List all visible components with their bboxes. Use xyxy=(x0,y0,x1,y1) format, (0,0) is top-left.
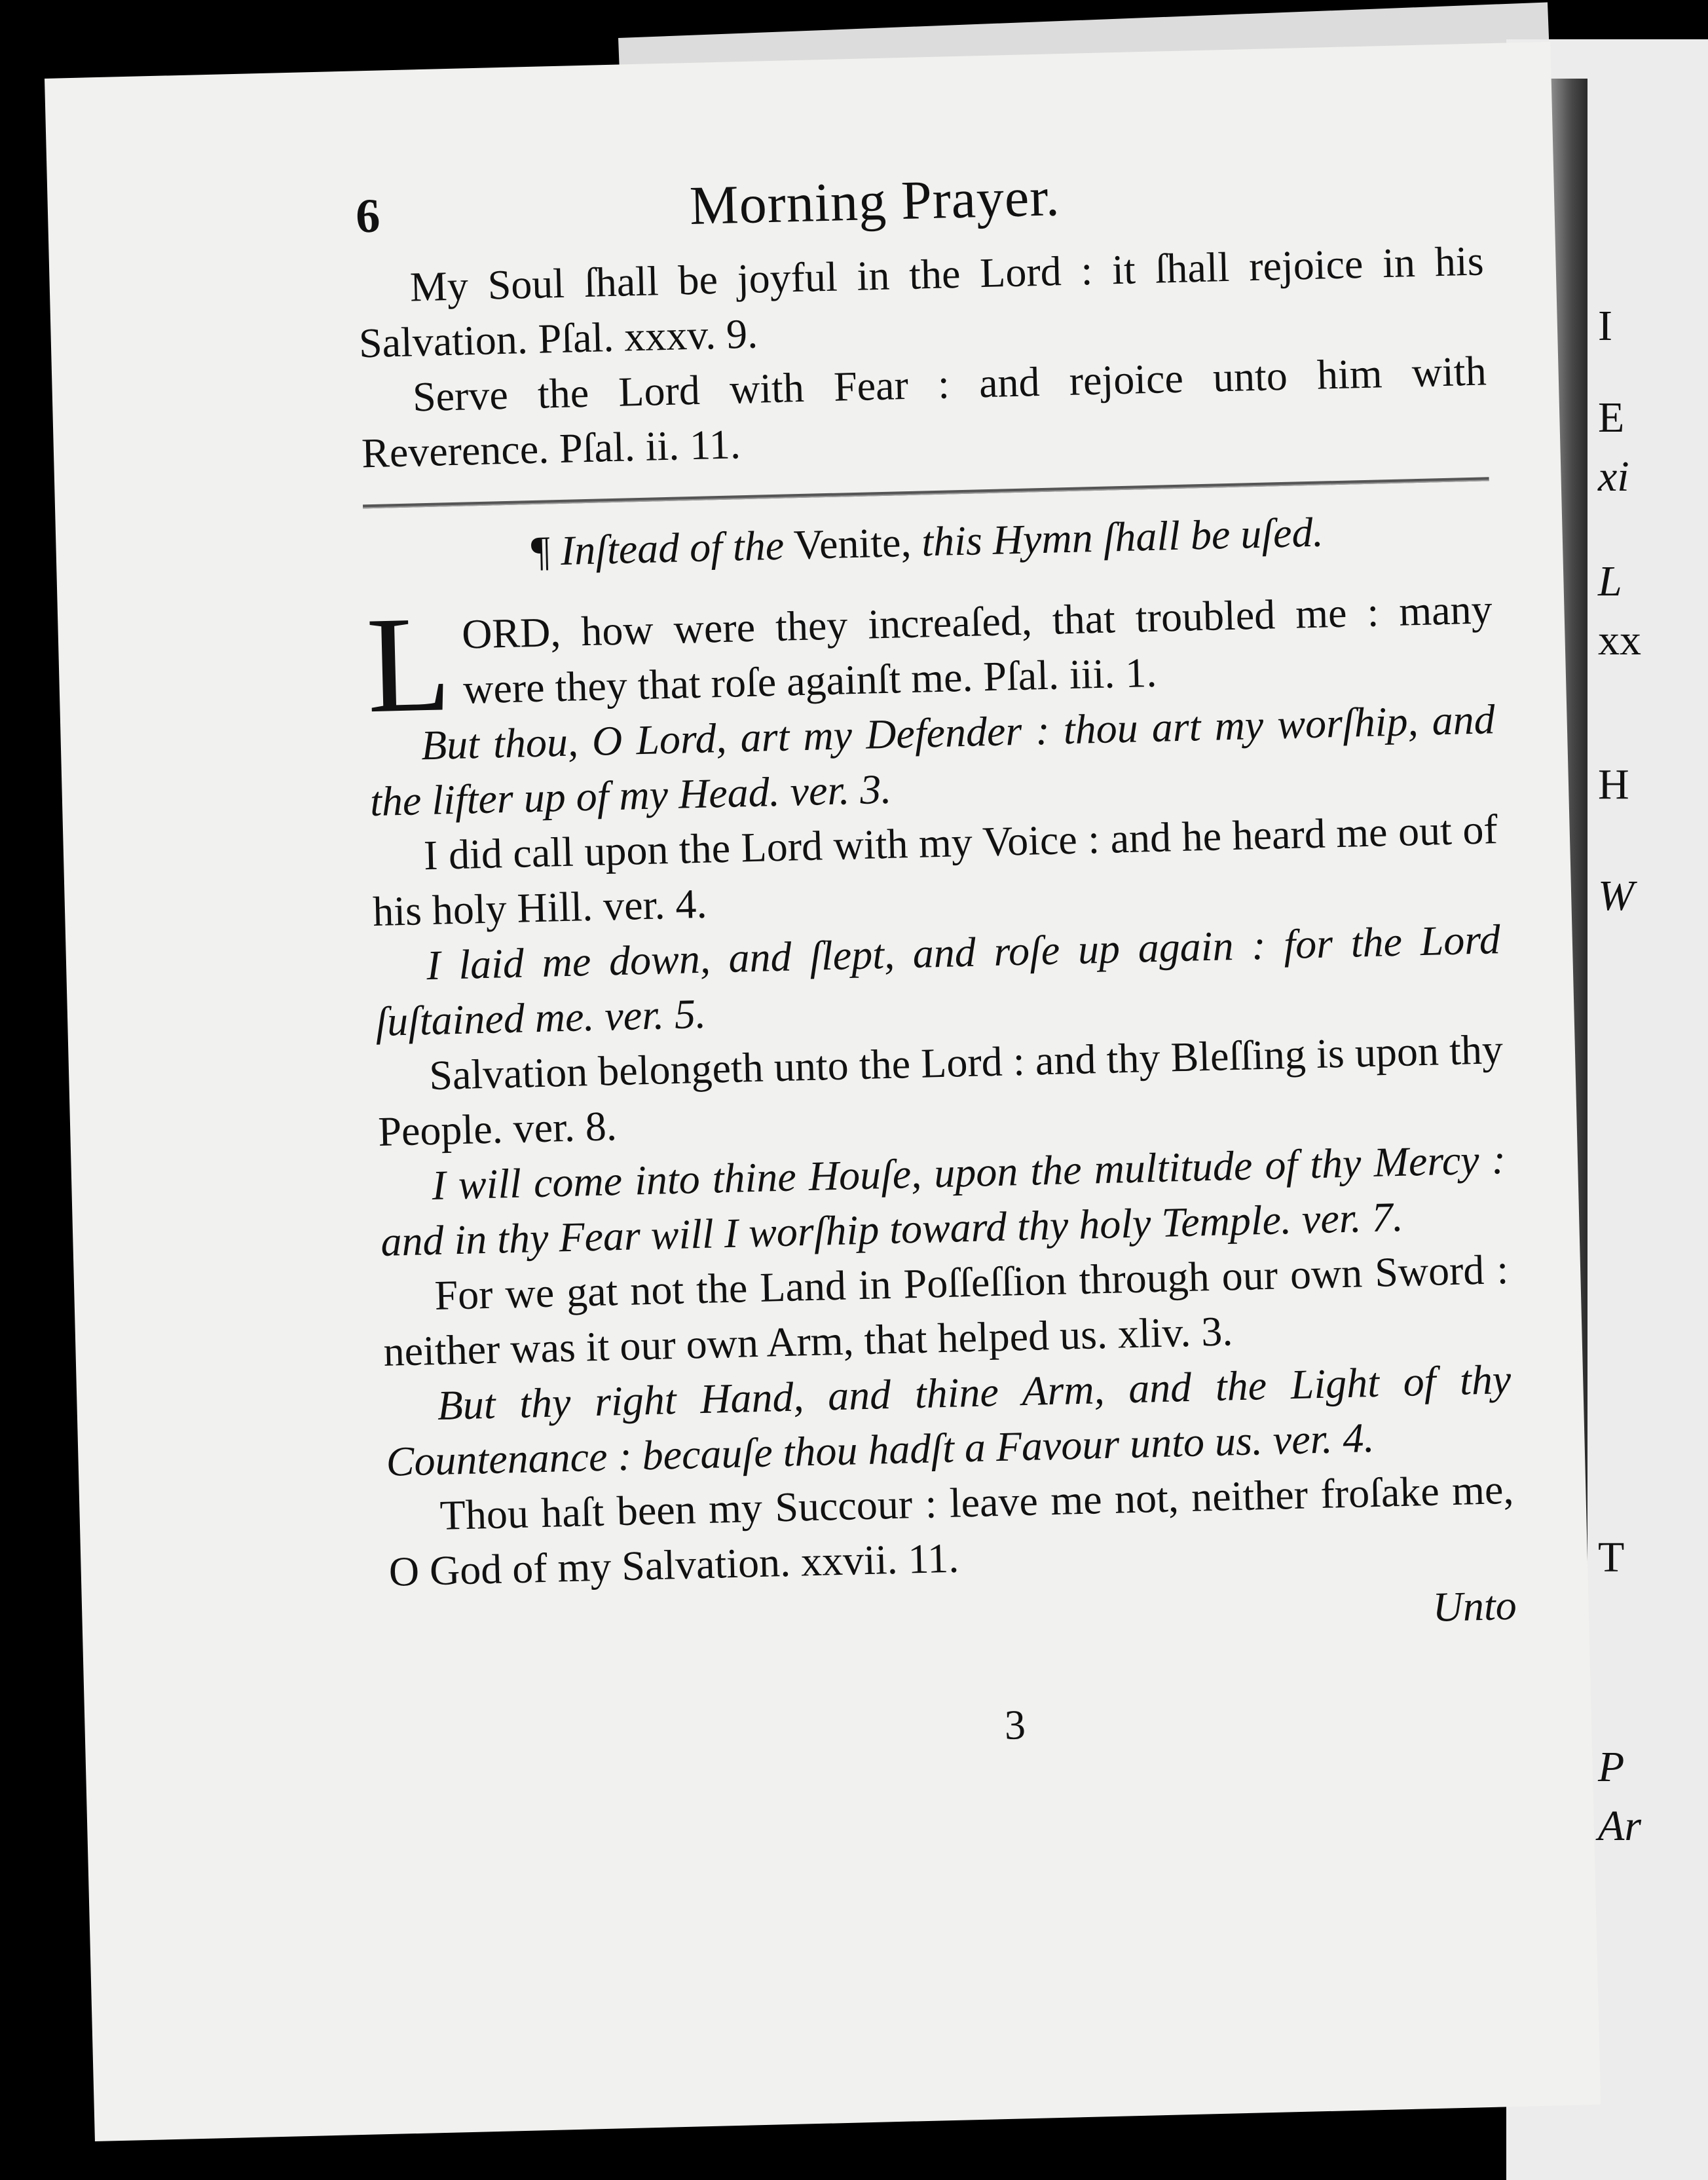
facing-page-fragment: xi xyxy=(1598,453,1629,500)
facing-page-fragment: P xyxy=(1598,1743,1625,1791)
running-title: Morning Prayer. xyxy=(688,166,1061,236)
facing-page-fragment: L xyxy=(1598,557,1622,605)
book-page xyxy=(45,42,1601,2141)
facing-page-fragment: I xyxy=(1598,302,1612,350)
facing-page-fragment: W xyxy=(1598,872,1634,920)
hymn-verse: But thy right Hand, and thine Arm, and the Light of thy Countenance : becauſe thou hadſt a Favour unto us. ver. 4. xyxy=(385,1355,1512,1485)
opening-sentence: Serve the Lord with Fear : and rejoice unto him with Reverence. Pſal. ii. 11. xyxy=(361,347,1487,477)
rubric-text: this Hymn ſhall be uſed. xyxy=(921,508,1324,565)
hymn-verse: Salvation belongeth unto the Lord : and thy Bleſſing is upon thy People. ver. 8. xyxy=(377,1026,1504,1156)
hymn-verses xyxy=(368,692,1515,1600)
verse-text: ORD, how were they increaſed, that troubled me : many were they that roſe againſt me. Pſal. iii. 1. xyxy=(461,586,1493,713)
hymn-verse: I will come into thine Houſe, upon the multitude of thy Mercy : and in thy Fear will I worſhip toward thy holy Temple. ver. 7. xyxy=(380,1135,1506,1265)
catchword: Unto xyxy=(1432,1581,1517,1630)
hymn-verse: But thou, O Lord, art my Defender : thou art my worſhip, and the lifter up of my Head. ver. 3. xyxy=(369,696,1496,825)
hymn-verse: For we gat not the Land in Poſſeſſion through our own Sword : neither was it our own Arm, that helped us. xliv. 3. xyxy=(382,1245,1509,1375)
opening-sentence: My Soul ſhall be joyful in the Lord : it ſhall rejoice in his Salvation. Pſal. xxxv. 9. xyxy=(358,237,1485,367)
rubric-title: Venite, xyxy=(793,518,912,569)
signature-mark: 3 xyxy=(1003,1701,1026,1748)
section-rule xyxy=(363,477,1489,508)
facing-page-fragment: T xyxy=(1598,1533,1625,1581)
drop-cap: L xyxy=(365,588,453,742)
hymn-verse: I laid me down, and ſlept, and roſe up again : for the Lord ſuſtained me. ver. 5. xyxy=(375,916,1501,1045)
pilcrow-mark: ¶ xyxy=(530,527,551,575)
rubric xyxy=(363,500,1491,583)
hymn-verse: Thou haſt been my Succour : leave me not, neither froſake me, O God of my Salvation. xxvii. 11. xyxy=(388,1465,1515,1595)
facing-page-fragment: H xyxy=(1598,761,1629,808)
facing-page-fragment: Ar xyxy=(1598,1802,1641,1850)
facing-page-fragment: xx xyxy=(1598,616,1641,664)
page-text-block xyxy=(355,155,1520,1764)
facing-page-fragment: E xyxy=(1598,394,1625,442)
rubric-text: Inſtead of the xyxy=(560,521,785,574)
hymn-verse: I did call upon the Lord with my Voice : and he heard me out of his holy Hill. ver. 4. xyxy=(372,806,1498,935)
page-number: 6 xyxy=(355,189,381,244)
